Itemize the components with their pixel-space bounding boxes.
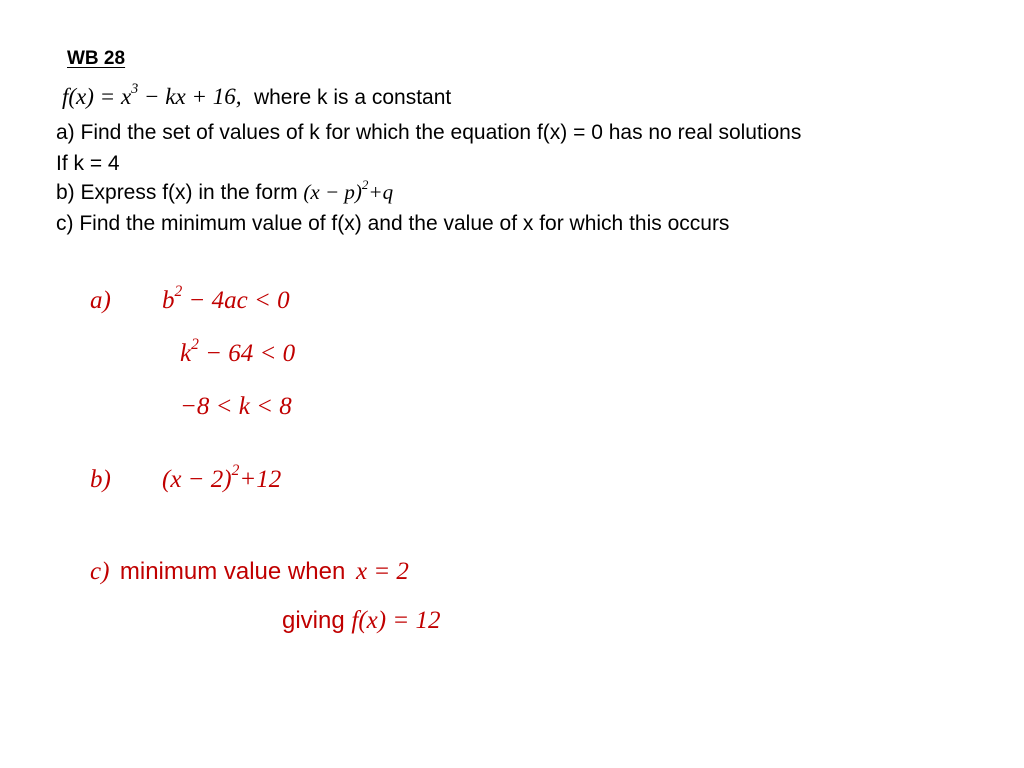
answer-a-line1: $b^2 - 4ac < 0$: [162, 283, 290, 314]
function-description: where k is a constant: [253, 86, 452, 109]
answer-c-text1: minimum value when: [119, 558, 352, 585]
function-equation: $f(x) = x^3$ − kx + 16,: [62, 81, 242, 109]
answer-c-text2: giving: [282, 607, 352, 634]
answer-c-line1: [90, 558, 409, 586]
part-b-text: b) Express f(x) in the form: [56, 181, 304, 204]
condition-text: If k = 4: [56, 152, 120, 175]
answer-a-label: a): [90, 287, 111, 314]
question-part-b: [56, 177, 394, 205]
answer-c-math2: f(x) = 12: [351, 607, 441, 634]
question-part-a: a) Find the set of values of k for which the equation f(x) = 0 has no real solutions: [56, 121, 802, 144]
answer-c-label: c): [90, 558, 110, 585]
answer-c-math1: x = 2: [355, 558, 409, 585]
part-b-form: $(x - p)^2+q$: [303, 177, 394, 204]
answer-c-line2: [282, 607, 440, 635]
question-part-c: c) Find the minimum value of f(x) and the value of x for which this occurs: [56, 212, 730, 235]
function-definition: [62, 81, 452, 110]
answer-a-line2: $k^2 - 64 < 0$: [180, 336, 296, 367]
answer-b-label: b): [90, 466, 111, 493]
worksheet-heading: WB 28: [67, 48, 126, 69]
answer-b-expression: $(x - 2)^2+12$: [162, 462, 282, 493]
answer-a-line3: −8 < k < 8: [180, 393, 292, 420]
